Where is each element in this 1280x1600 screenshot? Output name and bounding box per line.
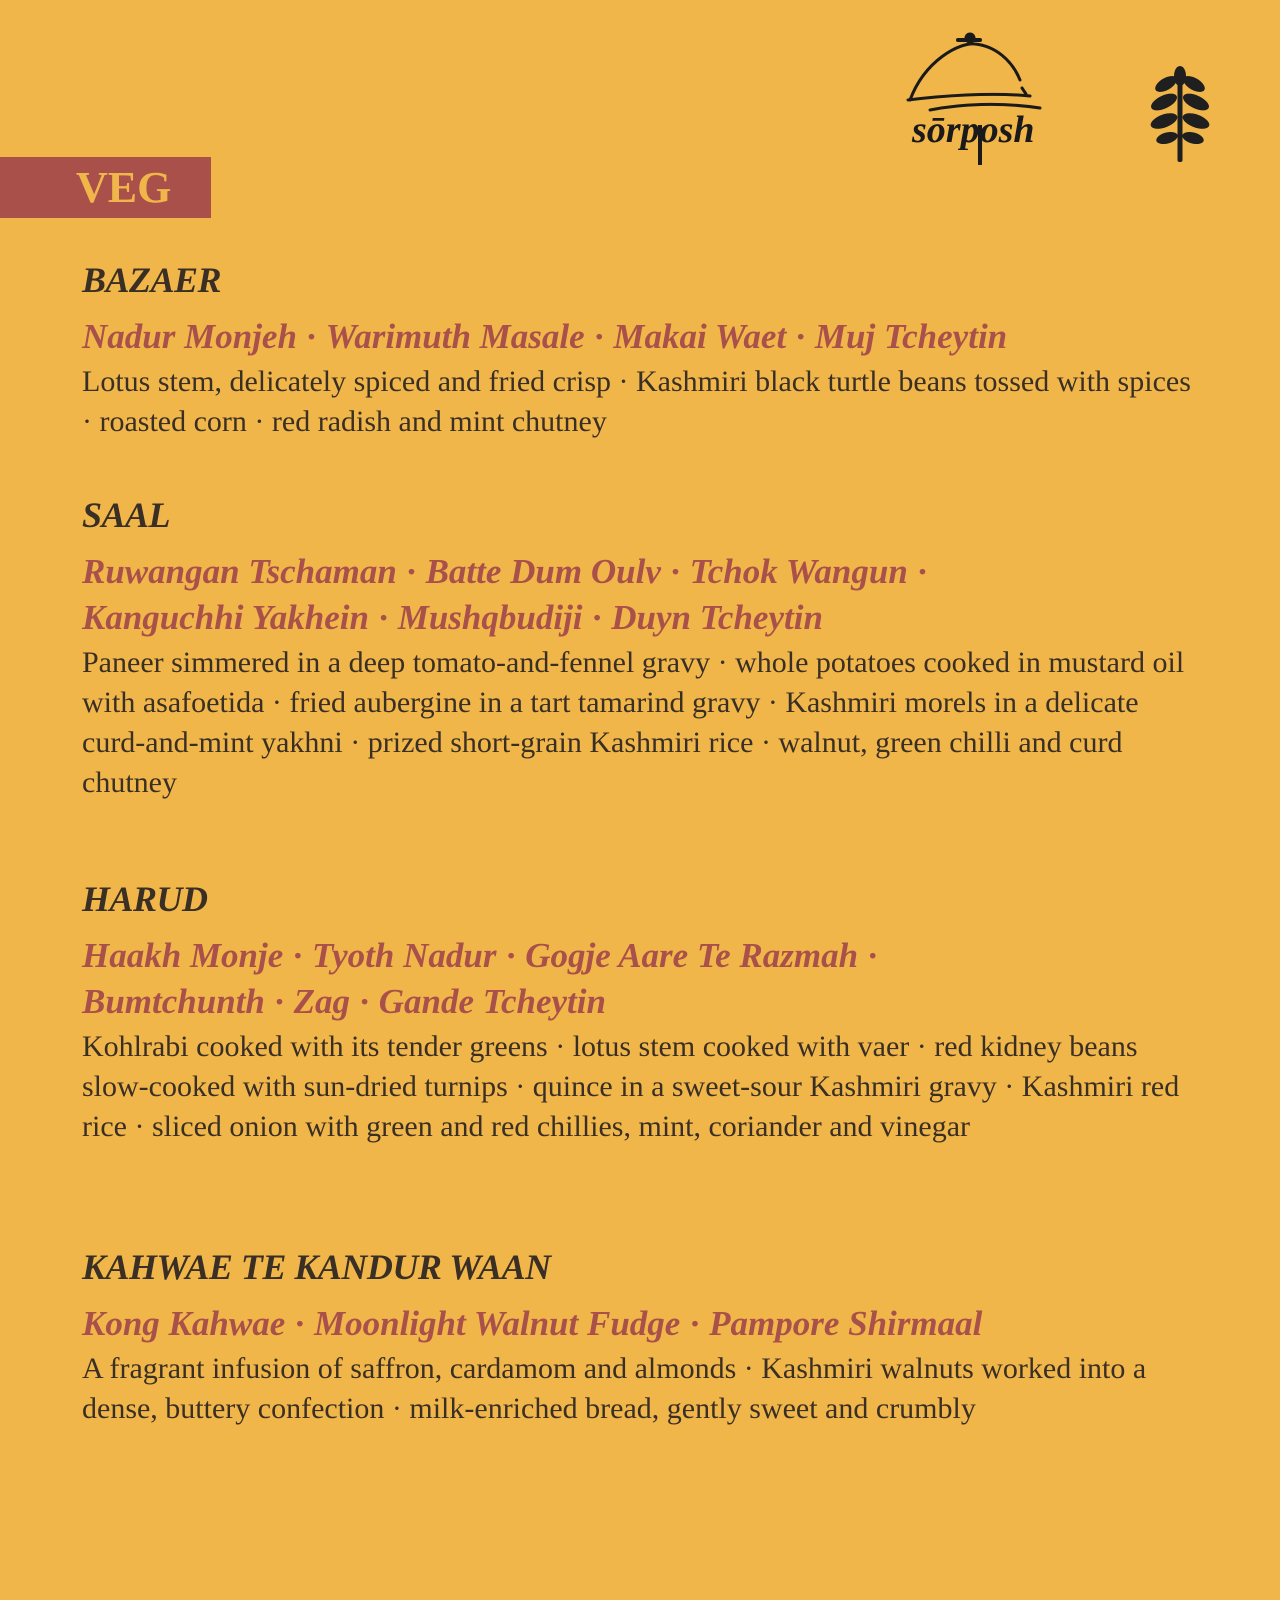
dish-name: Gogje Aare Te Razmah bbox=[525, 936, 859, 975]
dish-name: Mushqbudiji bbox=[397, 598, 583, 637]
separator-dot: · bbox=[796, 317, 805, 356]
separator-dot: · bbox=[274, 982, 284, 1021]
section-title: BAZAER bbox=[82, 260, 222, 300]
dish-name: Kong Kahwae bbox=[82, 1304, 286, 1343]
separator-dot: · bbox=[293, 936, 303, 975]
section-description: Kohlrabi cooked with its tender greens · lotus stem cooked with vaer · red kidney beans slow-cooked with sun-dried turnips · quince in a sweet-sour Kashmiri gravy · Kashmiri red rice · sliced onion with green and red chillies, mint, coriander and vinegar bbox=[82, 1030, 1180, 1143]
separator-dot: · bbox=[360, 982, 369, 1021]
menu-section-harud bbox=[82, 877, 1202, 1147]
separator-dot: · bbox=[592, 598, 602, 637]
dish-name: Kanguchhi Yakhein bbox=[82, 598, 369, 637]
dish-name: Tchok Wangun bbox=[689, 552, 908, 591]
separator-dot: · bbox=[406, 552, 416, 591]
separator-dot: · bbox=[594, 317, 604, 356]
separator-dot: · bbox=[378, 598, 388, 637]
separator-dot: · bbox=[306, 317, 316, 356]
section-description: Paneer simmered in a deep tomato-and-fennel gravy · whole potatoes cooked in mustard oil with asafoetida · fried aubergine in a tart tamarind gravy · Kashmiri morels in a delicate curd-and-mint yakhni · prized short-grain Kashmiri rice · walnut, green chilli and curd chutney bbox=[82, 646, 1185, 799]
cloche-logo-icon bbox=[900, 30, 1060, 175]
dish-list bbox=[82, 549, 1202, 641]
separator-dot: · bbox=[917, 552, 927, 591]
dish-name: Muj Tcheytin bbox=[814, 317, 1008, 356]
menu-section-saal bbox=[82, 493, 1202, 803]
dish-name: Moonlight Walnut Fudge bbox=[314, 1304, 681, 1343]
leaf-icon bbox=[1150, 66, 1210, 162]
section-description: A fragrant infusion of saffron, cardamom and almonds · Kashmiri walnuts worked into a dense, buttery confection · milk-enriched bread, gently sweet and crumbly bbox=[82, 1352, 1147, 1425]
section-title: KAHWAE TE KANDUR WAAN bbox=[82, 1247, 551, 1287]
separator-dot: · bbox=[295, 1304, 304, 1343]
dish-list bbox=[82, 933, 1202, 1025]
dish-name: Tyoth Nadur bbox=[312, 936, 497, 975]
veg-badge: VEG bbox=[0, 157, 211, 218]
dish-list bbox=[82, 1301, 1202, 1347]
section-description: Lotus stem, delicately spiced and fried crisp · Kashmiri black turtle beans tossed with spices · roasted corn · red radish and mint chutney bbox=[82, 365, 1191, 438]
brand-logo bbox=[900, 30, 1060, 175]
dish-name: Haakh Monje bbox=[82, 936, 284, 975]
dish-name: Warimuth Masale bbox=[325, 317, 585, 356]
dish-name: Bumtchunth bbox=[82, 982, 265, 1021]
dish-name: Duyn Tcheytin bbox=[611, 598, 823, 637]
dish-name: Gande Tcheytin bbox=[378, 982, 606, 1021]
section-title: HARUD bbox=[82, 879, 208, 919]
section-title: SAAL bbox=[82, 495, 171, 535]
leaf-decoration bbox=[1150, 66, 1210, 162]
dish-list bbox=[82, 314, 1202, 360]
separator-dot: · bbox=[506, 936, 516, 975]
menu-section-kahwae bbox=[82, 1245, 1202, 1429]
separator-dot: · bbox=[868, 936, 877, 975]
menu-section-bazaer bbox=[82, 258, 1202, 442]
dish-name: Pampore Shirmaal bbox=[709, 1304, 983, 1343]
dish-name: Zag bbox=[293, 982, 351, 1021]
dish-name: Batte Dum Oulv bbox=[425, 552, 661, 591]
dish-name: Ruwangan Tschaman bbox=[82, 552, 397, 591]
separator-dot: · bbox=[690, 1304, 700, 1343]
separator-dot: · bbox=[670, 552, 680, 591]
dish-name: Makai Waet bbox=[613, 317, 787, 356]
dish-name: Nadur Monjeh bbox=[82, 317, 297, 356]
logo-wordmark: sōrposh bbox=[912, 109, 1035, 151]
